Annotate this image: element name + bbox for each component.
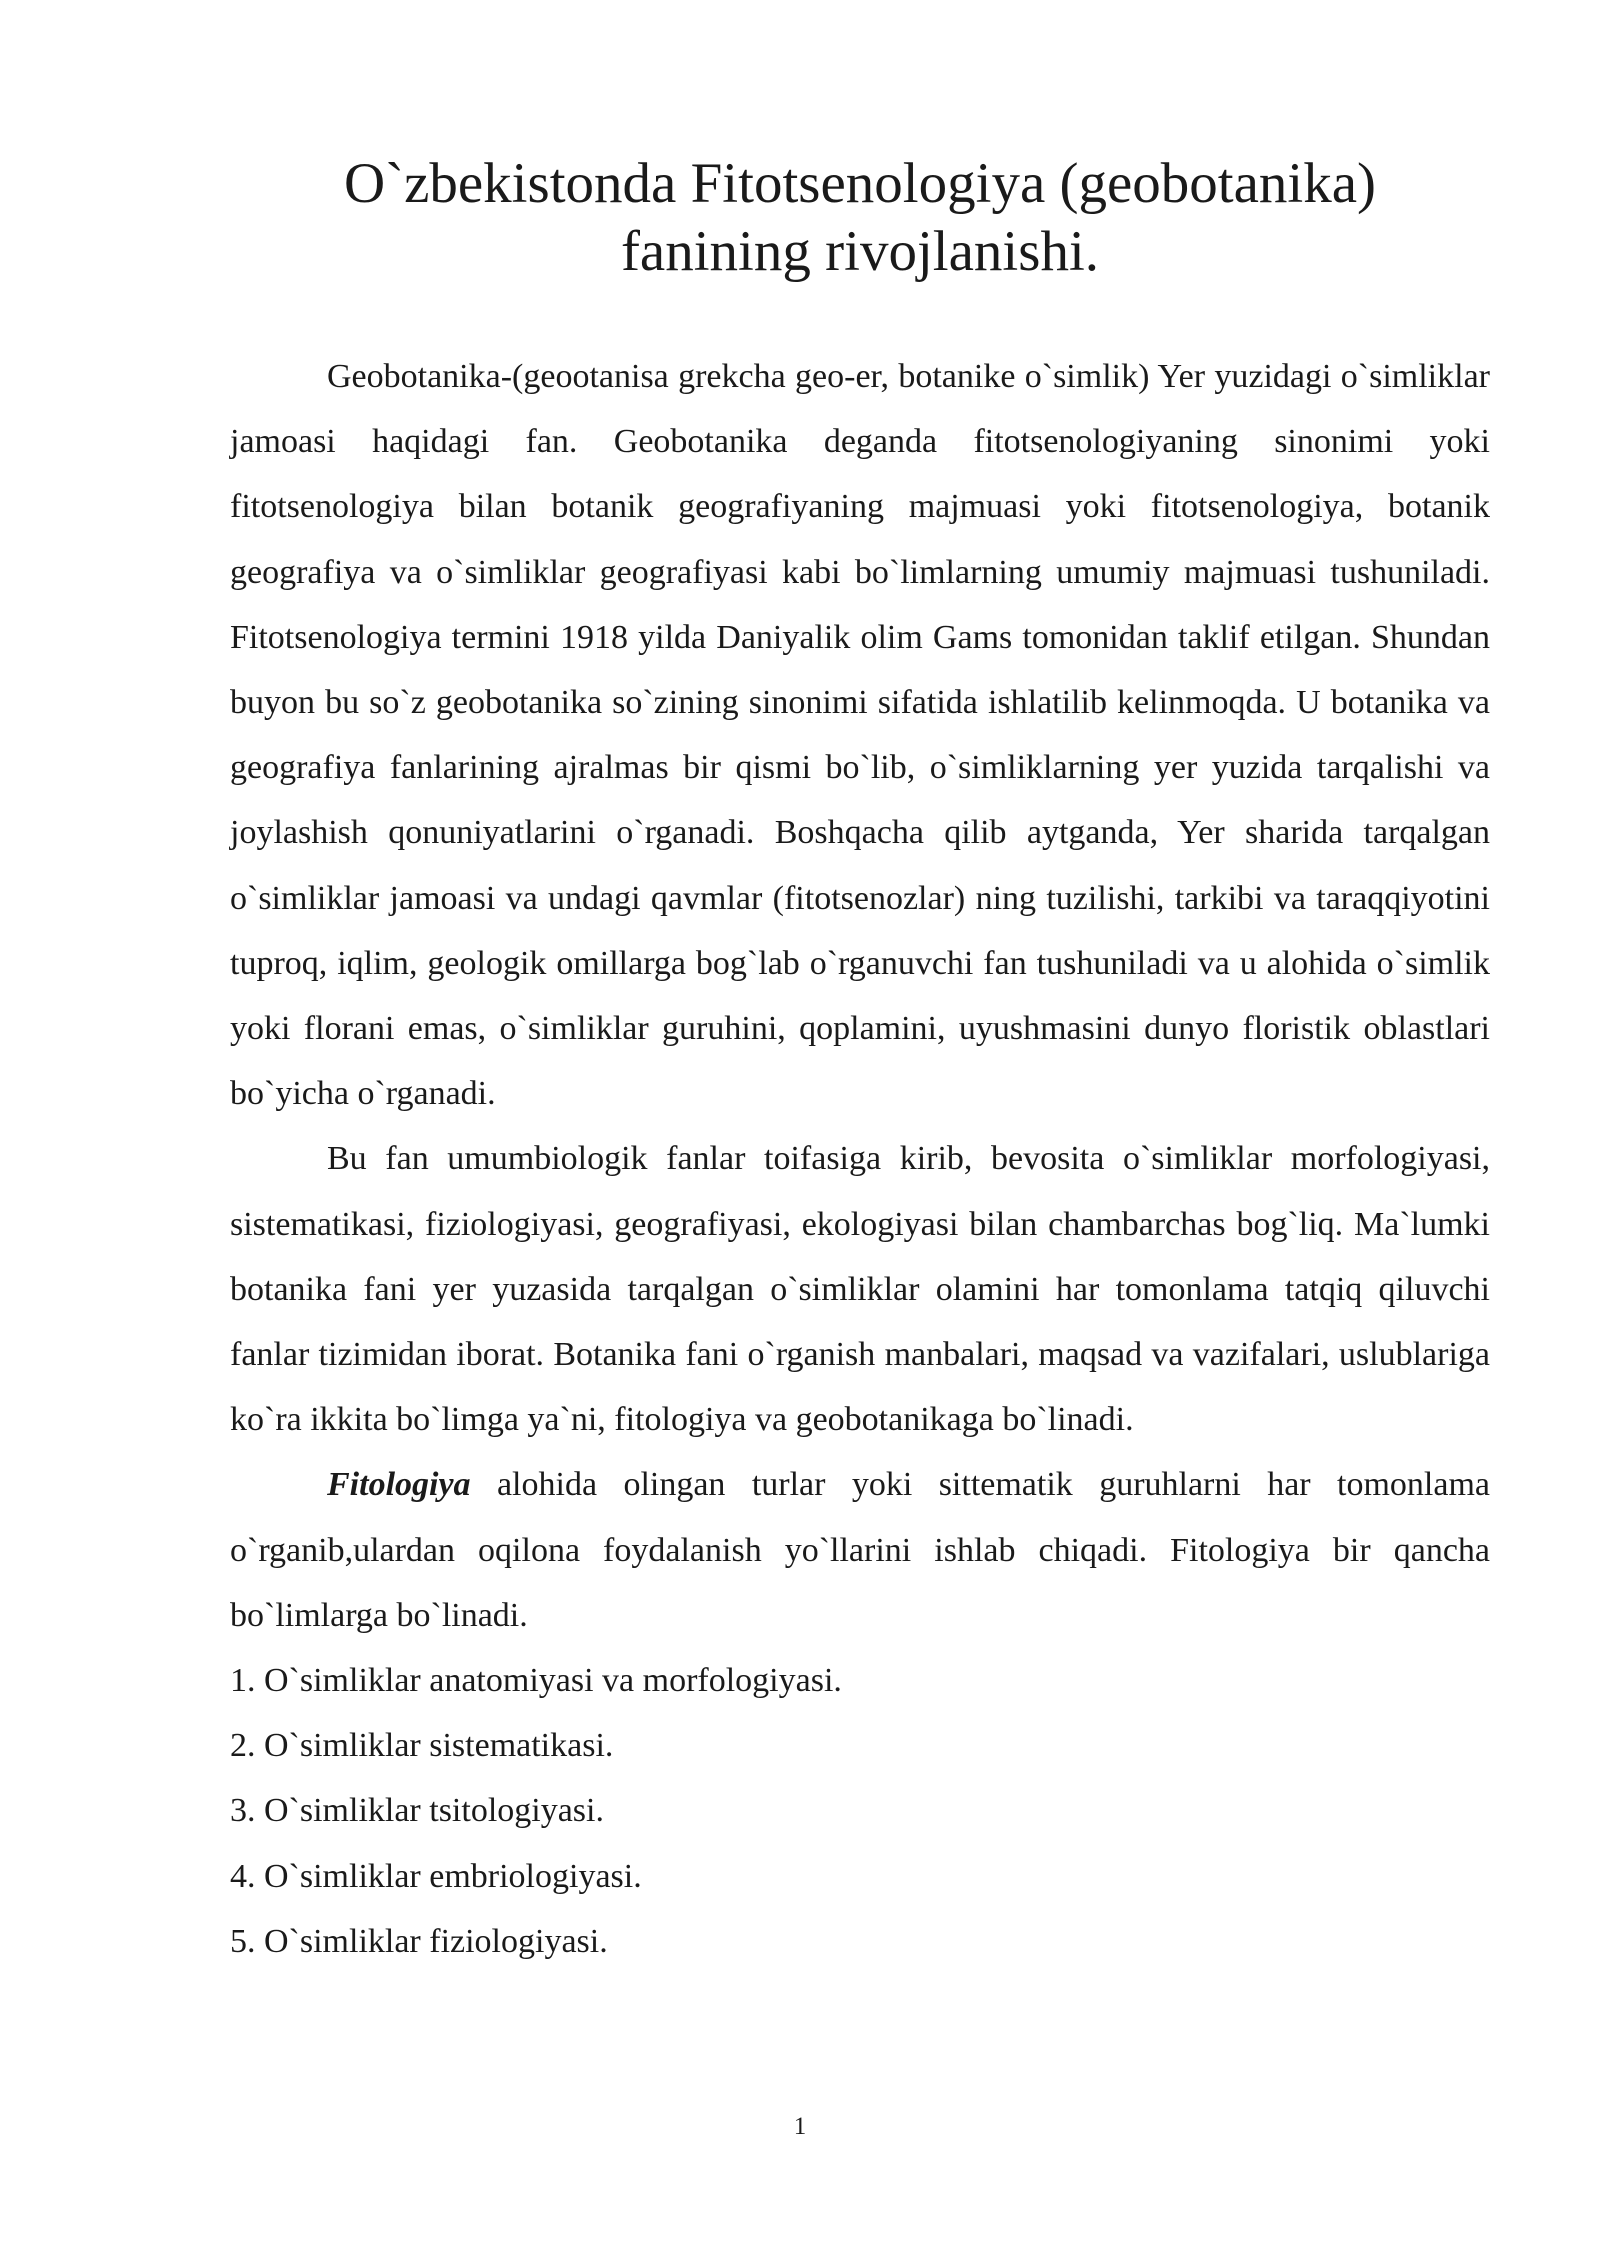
list-item: 5. O`simliklar fiziologiyasi. — [230, 1922, 608, 1960]
list-item: 1. O`simliklar anatomiyasi va morfologiyasi. — [230, 1662, 842, 1700]
fitologiya-sections-list — [230, 1648, 1490, 1974]
term-fitologiya: Fitologiya — [327, 1466, 471, 1504]
paragraph-fitologiya-text: alohida olingan turlar yoki sittematik guruhlarni har tomonlama o`rganib,ulardan oqilona foydalanish yo`llarini ishlab chiqadi. Fitologiya bir qancha bo`limlarga bo`linadi. — [230, 1466, 1490, 1634]
document-body — [230, 344, 1490, 1974]
title-line-1: O`zbekistonda Fitotsenologiya (geobotanika) — [343, 152, 1377, 215]
list-item: 2. O`simliklar sistematikasi. — [230, 1727, 614, 1765]
paragraph-umumbiologik: Bu fan umumbiologik fanlar toifasiga kirib, bevosita o`simliklar morfologiyasi, sistematikasi, fiziologiyasi, geografiyasi, ekologiyasi bilan chambarchas bog`liq. Ma`lumki botanika fani yer yuzasida tarqalgan o`simliklar olamini har tomonlama tatqiq qiluvchi fanlar tizimidan iborat. Botanika fani o`rganish manbalari, maqsad va vazifalari, uslublariga ko`ra ikkita bo`limga ya`ni, fitologiya va geobotanikaga bo`linadi. — [230, 1140, 1490, 1439]
paragraph-geobotanika: Geobotanika-(geootanisa grekcha geo-er, botanike o`simlik) Yer yuzidagi o`simliklar jamoasi haqidagi fan. Geobotanika deganda fitotsenologiyaning sinonimi yoki fitotsenologiya bilan botanik geografiyaning majmuasi yoki fitotsenologiya, botanik geografiya va o`simliklar geografiyasi kabi bo`limlarning umumiy majmuasi tushuniladi. Fitotsenologiya termini 1918 yilda Daniyalik olim Gams tomonidan taklif etilgan. Shundan buyon bu so`z geobotanika so`zining sinonimi sifatida ishlatilib kelinmoqda. U botanika va geografiya fanlarining ajralmas bir qismi bo`lib, o`simliklarning yer yuzida tarqalishi va joylashish qonuniyatlarini o`rganadi. Boshqacha qilib aytganda, Yer sharida tarqalgan o`simliklar jamoasi va undagi qavmlar (fitotsenozlar) ning tuzilishi, tarkibi va taraqqiyotini tuproq, iqlim, geologik omillarga bog`lab o`rganuvchi fan tushuniladi va u alohida o`simlik yoki florani emas, o`simliklar guruhini, qoplamini, uyushmasini dunyo floristik oblastlari bo`yicha o`rganadi. — [230, 358, 1490, 1113]
document-title — [230, 150, 1490, 286]
page-number: 1 — [793, 2113, 807, 2140]
list-item: 3. O`simliklar tsitologiyasi. — [230, 1792, 604, 1830]
list-item: 4. O`simliklar embriologiyasi. — [230, 1857, 642, 1895]
paragraph-fitologiya — [230, 1452, 1490, 1648]
title-line-2: fanining rivojlanishi. — [620, 220, 1100, 283]
